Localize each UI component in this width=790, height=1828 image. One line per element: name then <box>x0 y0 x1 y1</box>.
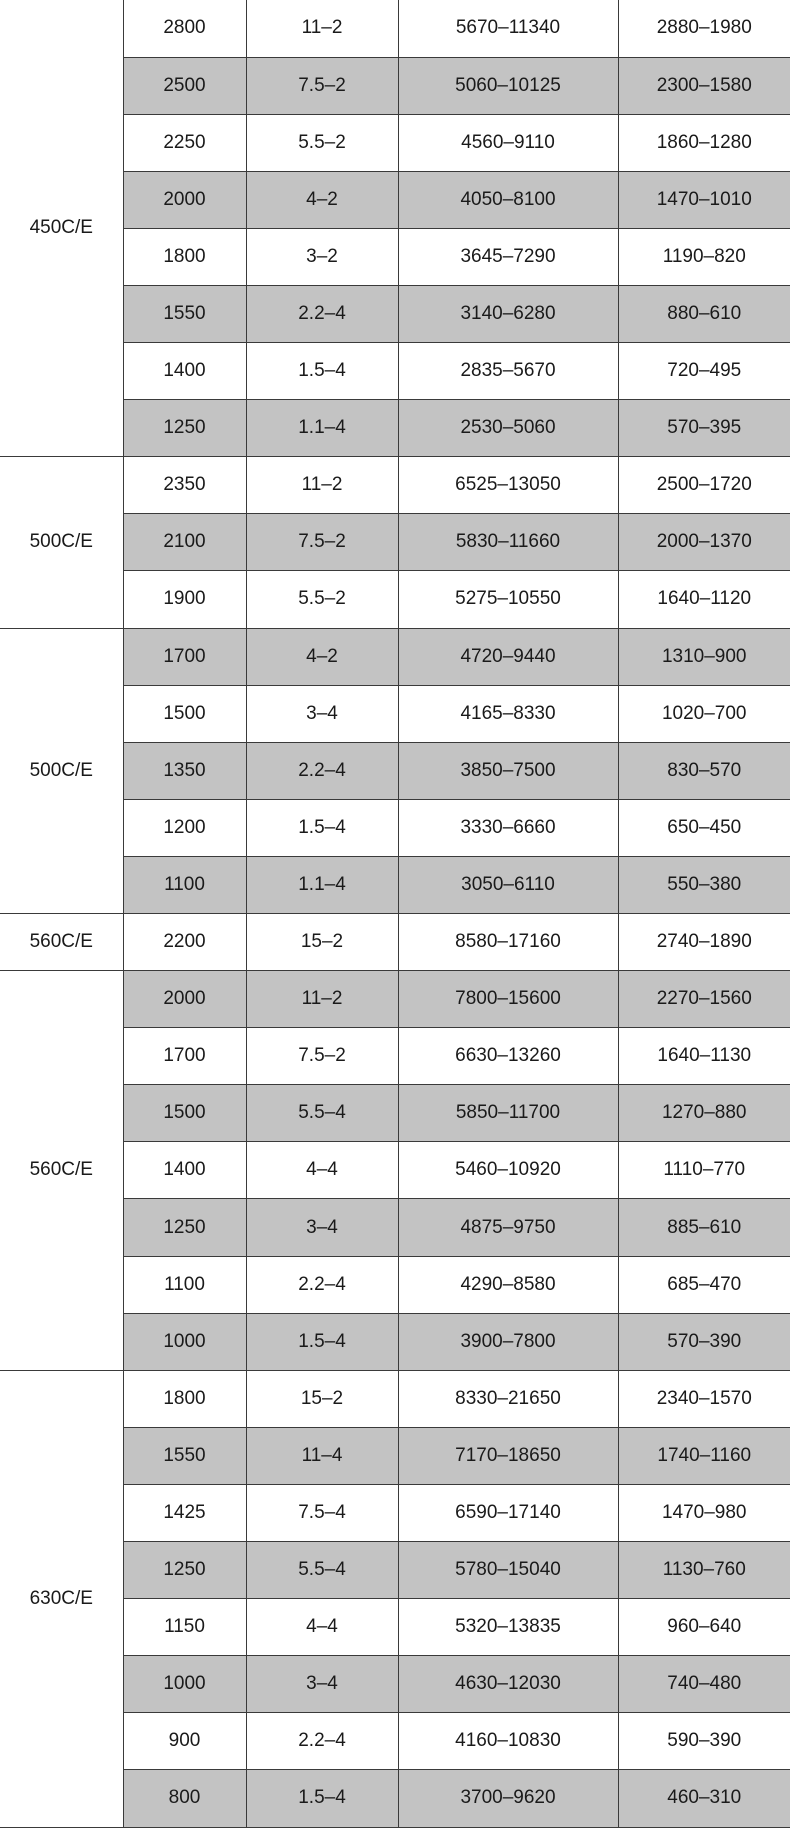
pressure-cell: 1740–1160 <box>618 1427 790 1484</box>
pressure-cell: 2270–1560 <box>618 971 790 1028</box>
airflow-cell: 3645–7290 <box>398 228 618 285</box>
speed-cell: 2000 <box>123 171 246 228</box>
power-cell: 11–4 <box>246 1427 398 1484</box>
airflow-cell: 5275–10550 <box>398 571 618 628</box>
speed-cell: 1500 <box>123 1085 246 1142</box>
pressure-cell: 880–610 <box>618 285 790 342</box>
airflow-cell: 7800–15600 <box>398 971 618 1028</box>
speed-cell: 2800 <box>123 0 246 57</box>
speed-cell: 1550 <box>123 1427 246 1484</box>
model-cell: 450C/E <box>0 0 123 457</box>
power-cell: 4–2 <box>246 171 398 228</box>
airflow-cell: 6525–13050 <box>398 457 618 514</box>
power-cell: 3–4 <box>246 685 398 742</box>
speed-cell: 1000 <box>123 1313 246 1370</box>
airflow-cell: 5850–11700 <box>398 1085 618 1142</box>
power-cell: 1.1–4 <box>246 400 398 457</box>
speed-cell: 1200 <box>123 799 246 856</box>
pressure-cell: 1270–880 <box>618 1085 790 1142</box>
power-cell: 15–2 <box>246 1370 398 1427</box>
power-cell: 7.5–2 <box>246 1028 398 1085</box>
speed-cell: 1250 <box>123 400 246 457</box>
pressure-cell: 2000–1370 <box>618 514 790 571</box>
airflow-cell: 3850–7500 <box>398 742 618 799</box>
airflow-cell: 3700–9620 <box>398 1770 618 1827</box>
airflow-cell: 3330–6660 <box>398 799 618 856</box>
speed-cell: 2500 <box>123 57 246 114</box>
power-cell: 5.5–4 <box>246 1085 398 1142</box>
speed-cell: 800 <box>123 1770 246 1827</box>
pressure-cell: 1020–700 <box>618 685 790 742</box>
power-cell: 5.5–4 <box>246 1542 398 1599</box>
pressure-cell: 460–310 <box>618 1770 790 1827</box>
pressure-cell: 550–380 <box>618 856 790 913</box>
pressure-cell: 1110–770 <box>618 1142 790 1199</box>
speed-cell: 1800 <box>123 1370 246 1427</box>
speed-cell: 2350 <box>123 457 246 514</box>
model-cell: 630C/E <box>0 1370 123 1827</box>
airflow-cell: 5320–13835 <box>398 1599 618 1656</box>
table-row <box>0 914 790 971</box>
airflow-cell: 4875–9750 <box>398 1199 618 1256</box>
speed-cell: 1250 <box>123 1199 246 1256</box>
speed-cell: 1425 <box>123 1484 246 1541</box>
speed-cell: 2100 <box>123 514 246 571</box>
power-cell: 3–2 <box>246 228 398 285</box>
model-cell: 500C/E <box>0 457 123 628</box>
airflow-cell: 8580–17160 <box>398 914 618 971</box>
pressure-cell: 650–450 <box>618 799 790 856</box>
pressure-cell: 570–390 <box>618 1313 790 1370</box>
power-cell: 11–2 <box>246 971 398 1028</box>
airflow-cell: 2530–5060 <box>398 400 618 457</box>
speed-cell: 1700 <box>123 628 246 685</box>
pressure-cell: 830–570 <box>618 742 790 799</box>
power-cell: 3–4 <box>246 1199 398 1256</box>
speed-cell: 1150 <box>123 1599 246 1656</box>
airflow-cell: 4720–9440 <box>398 628 618 685</box>
pressure-cell: 570–395 <box>618 400 790 457</box>
airflow-cell: 5670–11340 <box>398 0 618 57</box>
table-row <box>0 1370 790 1427</box>
airflow-cell: 7170–18650 <box>398 1427 618 1484</box>
airflow-cell: 4050–8100 <box>398 171 618 228</box>
speed-cell: 1500 <box>123 685 246 742</box>
speed-cell: 1700 <box>123 1028 246 1085</box>
pressure-cell: 1640–1130 <box>618 1028 790 1085</box>
speed-cell: 1100 <box>123 856 246 913</box>
airflow-cell: 5830–11660 <box>398 514 618 571</box>
airflow-cell: 5060–10125 <box>398 57 618 114</box>
model-cell: 560C/E <box>0 914 123 971</box>
speed-cell: 2250 <box>123 114 246 171</box>
pressure-cell: 1860–1280 <box>618 114 790 171</box>
power-cell: 5.5–2 <box>246 114 398 171</box>
model-cell: 500C/E <box>0 628 123 913</box>
pressure-cell: 2500–1720 <box>618 457 790 514</box>
power-cell: 7.5–2 <box>246 514 398 571</box>
power-cell: 2.2–4 <box>246 285 398 342</box>
power-cell: 1.1–4 <box>246 856 398 913</box>
pressure-cell: 685–470 <box>618 1256 790 1313</box>
power-cell: 7.5–4 <box>246 1484 398 1541</box>
power-cell: 2.2–4 <box>246 742 398 799</box>
airflow-cell: 4560–9110 <box>398 114 618 171</box>
power-cell: 4–2 <box>246 628 398 685</box>
table-row <box>0 457 790 514</box>
speed-cell: 900 <box>123 1713 246 1770</box>
pressure-cell: 2300–1580 <box>618 57 790 114</box>
speed-cell: 1100 <box>123 1256 246 1313</box>
pressure-cell: 2340–1570 <box>618 1370 790 1427</box>
airflow-cell: 6590–17140 <box>398 1484 618 1541</box>
power-cell: 4–4 <box>246 1599 398 1656</box>
airflow-cell: 4630–12030 <box>398 1656 618 1713</box>
pressure-cell: 885–610 <box>618 1199 790 1256</box>
airflow-cell: 5460–10920 <box>398 1142 618 1199</box>
airflow-cell: 6630–13260 <box>398 1028 618 1085</box>
speed-cell: 1350 <box>123 742 246 799</box>
speed-cell: 1000 <box>123 1656 246 1713</box>
pressure-cell: 1130–760 <box>618 1542 790 1599</box>
pressure-cell: 740–480 <box>618 1656 790 1713</box>
pressure-cell: 720–495 <box>618 343 790 400</box>
power-cell: 2.2–4 <box>246 1256 398 1313</box>
power-cell: 1.5–4 <box>246 1770 398 1827</box>
speed-cell: 1800 <box>123 228 246 285</box>
speed-cell: 1400 <box>123 1142 246 1199</box>
model-cell: 560C/E <box>0 971 123 1371</box>
pressure-cell: 2880–1980 <box>618 0 790 57</box>
speed-cell: 2000 <box>123 971 246 1028</box>
power-cell: 11–2 <box>246 457 398 514</box>
table-row <box>0 971 790 1028</box>
pressure-cell: 1470–1010 <box>618 171 790 228</box>
power-cell: 5.5–2 <box>246 571 398 628</box>
pressure-cell: 1640–1120 <box>618 571 790 628</box>
power-cell: 3–4 <box>246 1656 398 1713</box>
airflow-cell: 3140–6280 <box>398 285 618 342</box>
power-cell: 7.5–2 <box>246 57 398 114</box>
pressure-cell: 590–390 <box>618 1713 790 1770</box>
power-cell: 2.2–4 <box>246 1713 398 1770</box>
airflow-cell: 4290–8580 <box>398 1256 618 1313</box>
power-cell: 1.5–4 <box>246 1313 398 1370</box>
pressure-cell: 1190–820 <box>618 228 790 285</box>
airflow-cell: 5780–15040 <box>398 1542 618 1599</box>
airflow-cell: 4165–8330 <box>398 685 618 742</box>
speed-cell: 1900 <box>123 571 246 628</box>
pressure-cell: 1310–900 <box>618 628 790 685</box>
pressure-cell: 2740–1890 <box>618 914 790 971</box>
airflow-cell: 3050–6110 <box>398 856 618 913</box>
airflow-cell: 8330–21650 <box>398 1370 618 1427</box>
speed-cell: 1250 <box>123 1542 246 1599</box>
airflow-cell: 3900–7800 <box>398 1313 618 1370</box>
pressure-cell: 960–640 <box>618 1599 790 1656</box>
power-cell: 15–2 <box>246 914 398 971</box>
pressure-cell: 1470–980 <box>618 1484 790 1541</box>
speed-cell: 2200 <box>123 914 246 971</box>
power-cell: 11–2 <box>246 0 398 57</box>
speed-cell: 1550 <box>123 285 246 342</box>
airflow-cell: 2835–5670 <box>398 343 618 400</box>
power-cell: 1.5–4 <box>246 343 398 400</box>
airflow-cell: 4160–10830 <box>398 1713 618 1770</box>
power-cell: 1.5–4 <box>246 799 398 856</box>
power-cell: 4–4 <box>246 1142 398 1199</box>
table-row <box>0 0 790 57</box>
table-row <box>0 628 790 685</box>
speed-cell: 1400 <box>123 343 246 400</box>
